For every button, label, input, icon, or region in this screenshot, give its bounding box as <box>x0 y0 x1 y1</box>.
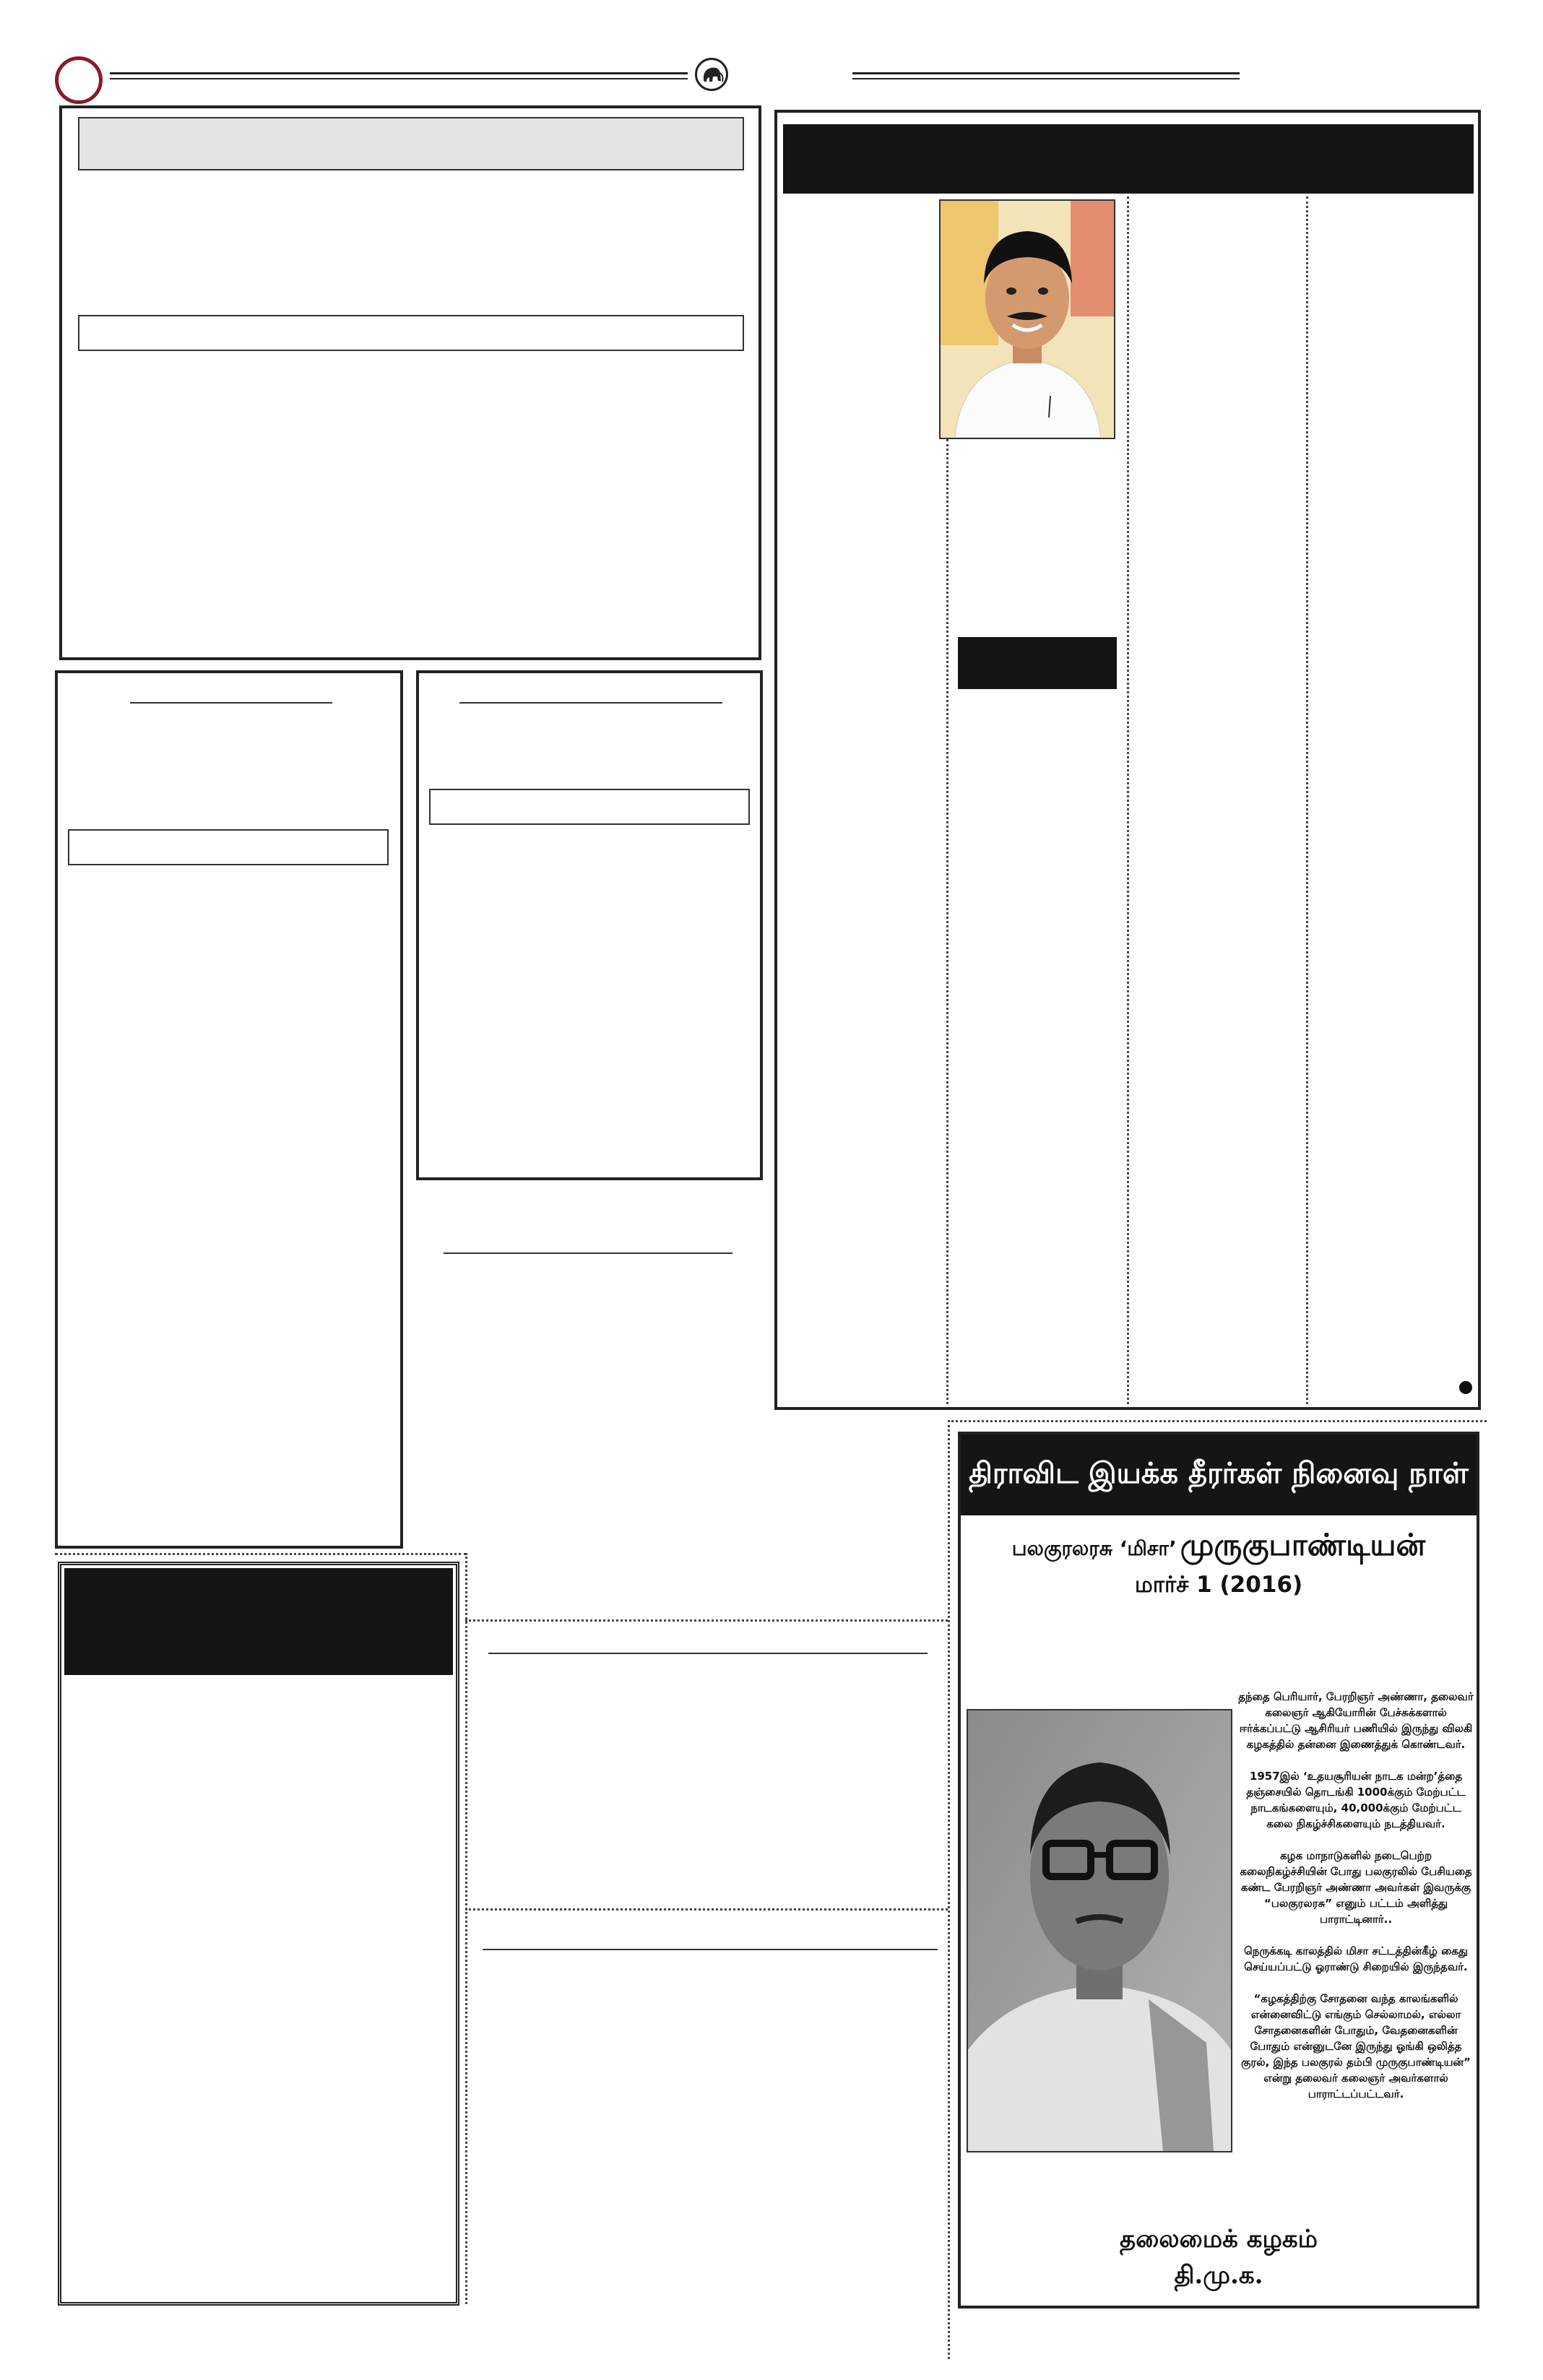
middle-left-article-box <box>55 670 403 1549</box>
memorial-name-line <box>961 1527 1477 1567</box>
leader-portrait-photo <box>939 199 1115 439</box>
right-feature-box <box>774 110 1481 1410</box>
right-column-divider-1 <box>946 439 948 1404</box>
header-rule-left-bottom <box>110 78 688 79</box>
memorial-footer-line2: தி.மு.க. <box>1174 2261 1263 2290</box>
memorial-banner <box>961 1435 1477 1515</box>
end-of-article-dot <box>1459 1381 1472 1394</box>
middle-left-subhead-box <box>68 829 389 865</box>
middle-left-title-rule <box>130 702 332 704</box>
elephant-emblem-icon <box>695 58 728 91</box>
memorial-banner-text: திராவிட இயக்க தீரர்கள் நினைவு நாள் <box>969 1456 1469 1490</box>
memorial-biography <box>1238 1689 1474 2118</box>
bottom-left-dotted-border-top <box>55 1553 467 1555</box>
bottom-center-title-rule-1 <box>488 1653 928 1654</box>
header-rule-right-top <box>852 72 1240 74</box>
memorial-paragraph: நெருக்கடி காலத்தில் மிசா சட்டத்தின்கீழ் கைது செய்யப்பட்டு ஓராண்டு சிறையில் இருந்தவர். <box>1244 1944 1468 1973</box>
header-rule-left-top <box>110 72 688 74</box>
header-rule-right-bottom <box>852 78 1240 79</box>
bottom-center-title-rule-2 <box>483 1949 938 1950</box>
bottom-left-article-box <box>58 1562 459 2306</box>
top-left-headline-bar <box>78 117 744 170</box>
memorial-footer-line1: தலைமைக் கழகம் <box>1120 2225 1318 2254</box>
bottom-left-dotted-border-right <box>465 1553 467 2304</box>
memorial-paragraph: தந்தை பெரியார், பேரறிஞர் அண்ணா, தலைவர் கலைஞர் ஆகியோரின் பேச்சுக்களால் ஈர்க்கப்பட்டு ஆசிரியர் பணியில் இருந்து விலகி கழகத்தில் தன்னை இணைத்துக் கொண்டவர். <box>1238 1690 1474 1751</box>
bottom-center-dotted-mid <box>465 1908 948 1911</box>
memorial-honorific: பலகுரலரசு ‘மிசா’ <box>1011 1536 1177 1560</box>
middle-center-subhead-box <box>429 789 750 825</box>
top-left-subhead-box <box>78 315 744 351</box>
memorial-paragraph: கழக மாநாடுகளில் நடைபெற்ற கலைநிகழ்ச்சியின் போது பலகுரலில் பேசியதை கண்ட பேரறிஞர் அண்ணா அவர்கள் இவருக்கு “பலகுரலரசு” எனும் பட்டம் அளித்து பாராட்டினார்.. <box>1240 1849 1472 1926</box>
memorial-dotted-left <box>948 1420 950 2359</box>
center-section-rule <box>444 1252 732 1254</box>
right-column-divider-2 <box>1127 196 1129 1404</box>
right-column-divider-3 <box>1306 196 1308 1404</box>
top-left-article-box <box>59 105 761 660</box>
right-feature-headline-bar <box>783 124 1474 194</box>
right-feature-subhead-bar <box>958 637 1117 689</box>
bottom-left-headline-bar <box>64 1568 453 1675</box>
bottom-center-dotted-top <box>465 1619 948 1622</box>
memorial-dotted-top <box>948 1420 1487 1422</box>
page-number-circle <box>55 56 103 104</box>
middle-center-article-box <box>416 670 763 1180</box>
memorial-date: மார்ச் 1 (2016) <box>1134 1572 1303 1598</box>
middle-center-title-rule <box>459 702 722 704</box>
memorial-notice <box>958 1432 1479 2308</box>
memorial-paragraph: “கழகத்திற்கு சோதனை வந்த காலங்களில் என்னைவிட்டு எங்கும் செல்லாமல், எல்லா சோதனைகளின் போதும், வேதனைகளின் போதும் என்னுடனே இருந்து ஓங்கி ஒலித்த குரல், இந்த பலகுரல் தம்பி முருகுபாண்டியன்” என்று தலைவர் கலைஞர் அவர்களால் பாராட்டப்பட்டவர். <box>1241 1992 1471 2100</box>
memorial-person-name: முருகுபாண்டியன் <box>1180 1527 1426 1562</box>
memorial-paragraph: 1957இல் ‘உதயசூரியன் நாடக மன்ற’த்தை தஞ்சையில் தொடங்கி 1000க்கும் மேற்பட்ட நாடகங்களையும், 40,000க்கும் மேற்பட்ட கலை நிகழ்ச்சிகளையும் நடத்தியவர். <box>1246 1770 1466 1830</box>
memorial-portrait-photo <box>967 1709 1232 2152</box>
